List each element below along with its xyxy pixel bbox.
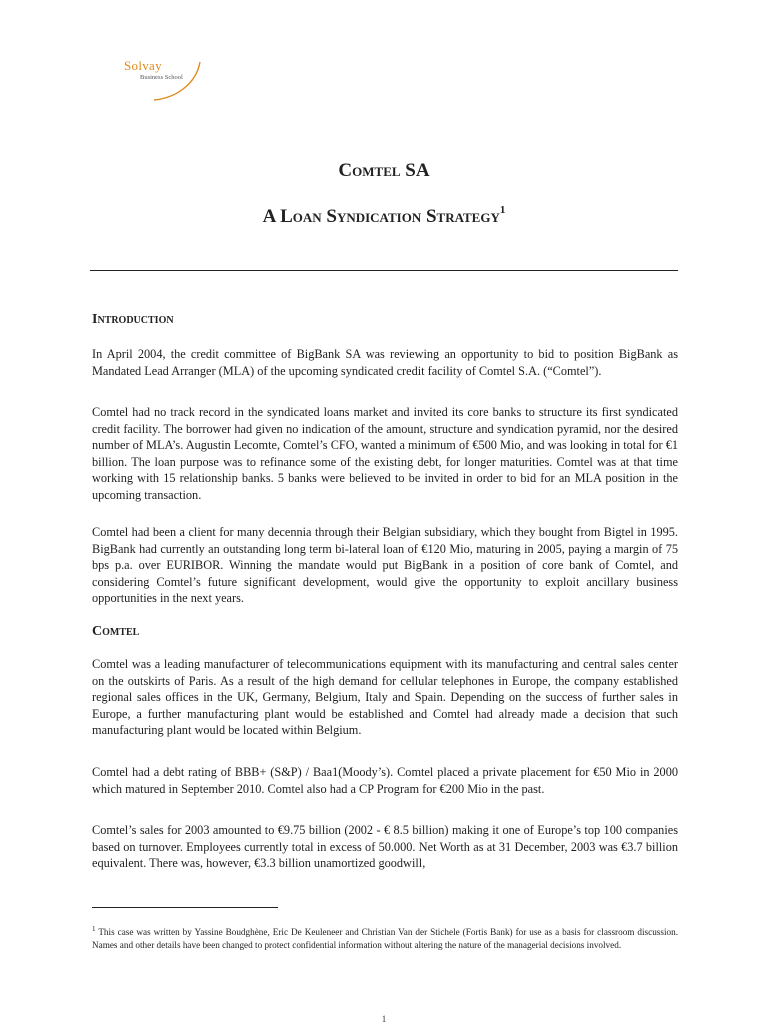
footnote: [92, 923, 678, 952]
footnote-marker: 1: [92, 925, 96, 933]
section-heading-introduction: Introduction: [92, 312, 174, 327]
case-title: Comtel SA: [338, 160, 430, 181]
section-heading-comtel: Comtel: [92, 624, 140, 639]
footnote-ref: 1: [499, 204, 506, 216]
page-number: 1: [381, 1014, 387, 1024]
paragraph: In April 2004, the credit committee of BigBank SA was reviewing an opportunity to bid to position BigBank as Mandated Lead Arranger (MLA) of the upcoming syndicated credit facility of Comtel S.A. (“Comtel”).: [92, 347, 678, 378]
paragraph: Comtel had been a client for many decennia through their Belgian subsidiary, which they bought from Bigtel in 1995. BigBank had currently an outstanding long term bi-lateral loan of €120 Mio, maturing in 2005, paying a margin of 75 bps p.a. over EURIBOR. Winning the mandate would put BigBank in a position of core bank of Comtel, and considering Comtel’s future significant development, would give the opportunity to exploit ancillary business opportunities in the next years.: [92, 525, 678, 606]
solvay-logo: [118, 54, 208, 104]
paragraph: Comtel’s sales for 2003 amounted to €9.75 billion (2002 - € 8.5 billion) making it one of Europe’s top 100 companies based on turnover. Employees currently total in excess of 50.000. Net Worth as at 31 December, 2003 was €3.7 billion equivalent. There was, however, €3.3 billion unamortized goodwill,: [92, 823, 678, 871]
title-divider: [90, 270, 678, 271]
paragraph: Comtel had a debt rating of BBB+ (S&P) / Baa1(Moody’s). Comtel placed a private placement for €50 Mio in 2000 which matured in September 2010. Comtel also had a CP Program for €200 Mio in the past.: [92, 765, 678, 796]
footnote-text: This case was written by Yassine Boudghène, Eric De Keuleneer and Christian Van der Stichele (Fortis Bank) for use as a basis for classroom discussion. Names and other details have been changed to protect confidential information without altering the nature of the managerial decisions involved.: [92, 927, 678, 951]
paragraph: Comtel was a leading manufacturer of telecommunications equipment with its manufacturing and central sales center on the outskirts of Paris. As a result of the high demand for cellular telephones in Europe, the company established regional sales offices in the UK, Germany, Belgium, Italy and Spain. Depending on the success of further sales in Europe, a further manufacturing plant would be established and Comtel had already made a decision that such manufacturing plant would be located within Belgium.: [92, 657, 678, 738]
paragraph: Comtel had no track record in the syndicated loans market and invited its core banks to structure its first syndicated credit facility. The borrower had given no indication of the amount, structure and syndication pyramid, nor the desired number of MLA’s. Augustin Lecomte, Comtel’s CFO, wanted a minimum of €500 Mio, and was looking in total for €1 billion. The loan purpose was to refinance some of the existing debt, for longer maturities. Comtel was at that time working with 15 relationship banks. 5 banks were believed to be invited in order to bid for an MLA position in the upcoming transaction.: [92, 405, 678, 502]
footnote-divider: [92, 907, 278, 908]
logo-name: Solvay: [124, 58, 162, 73]
logo-subtitle: Business School: [140, 74, 183, 81]
case-subtitle: [0, 206, 768, 228]
case-subtitle-text: A Loan Syndication Strategy: [262, 206, 500, 227]
